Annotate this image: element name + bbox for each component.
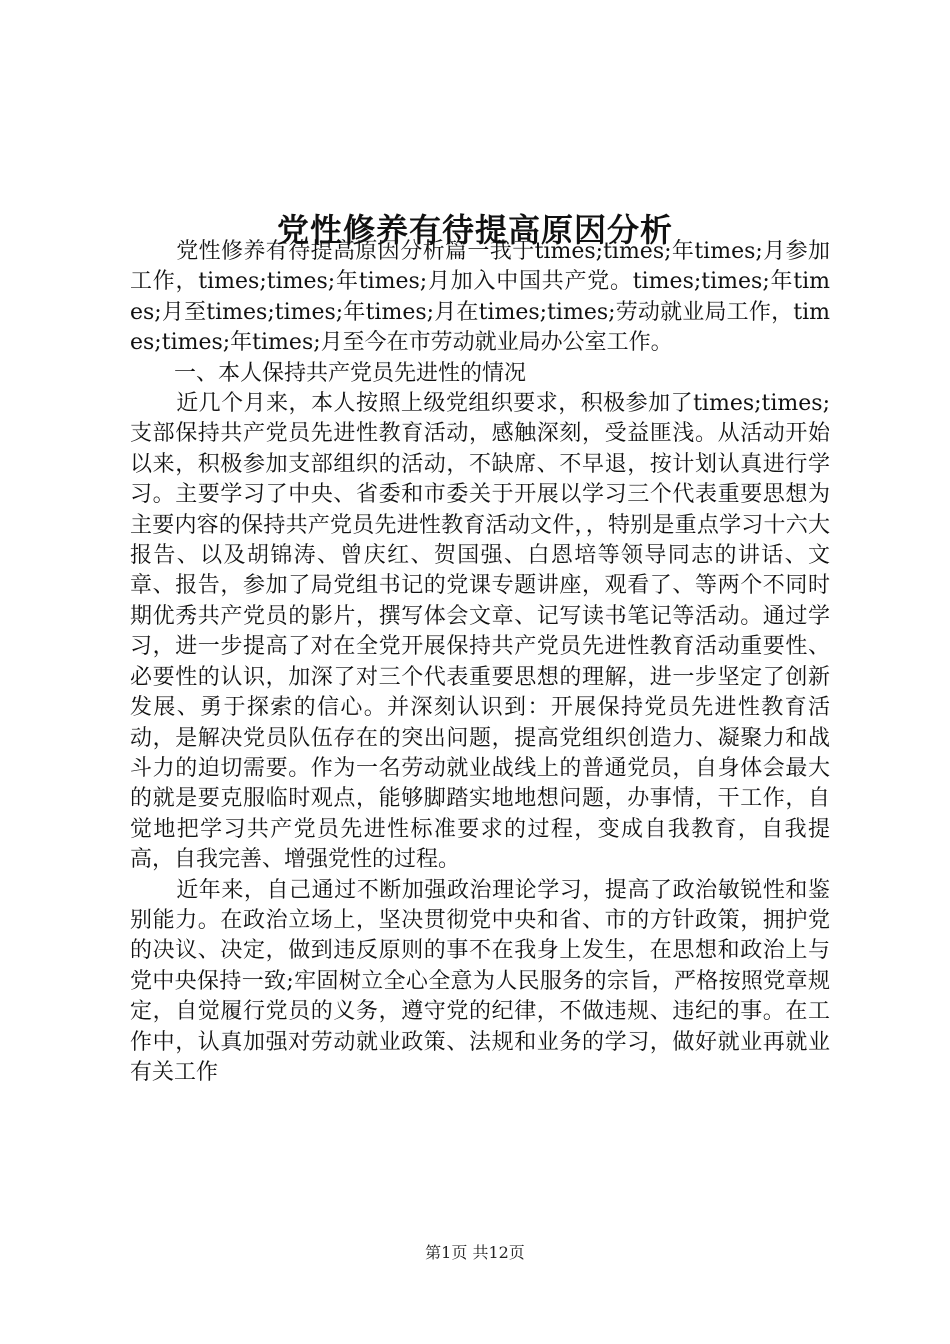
- section-heading: 一、本人保持共产党员先进性的情况: [174, 360, 527, 386]
- intro-paragraph: 党性修养有待提高原因分析篇一我于times;times;年times;月参加工作，times;times;年times;月加入中国共产党。times;times;年times;月至times;times;年times;月在times;times;劳动就业局工作，times;times;年times;月至今在市劳动就业局办公室工作。: [130, 239, 830, 356]
- document-title: 党性修养有待提高原因分析: [276, 211, 673, 250]
- body-paragraph: 近几个月来，本人按照上级党组织要求，积极参加了times;times;支部保持共产党员先进性教育活动，感触深刻，受益匪浅。从活动开始以来，积极参加支部组织的活动，不缺席、不早退，按计划认真进行学习。主要学习了中央、省委和市委关于开展以学习三个代表重要思想为主要内容的保持共产党员先进性教育活动文件，，特别是重点学习十六大报告、以及胡锦涛、曾庆红、贺国强、白恩培等领导同志的讲话、文章、报告，参加了局党组书记的党课专题讲座，观看了、等两个不同时期优秀共产党员的影片，撰写体会文章、记写读书笔记等活动。通过学习，进一步提高了对在全党开展保持共产党员先进性教育活动重要性、必要性的认识，加深了对三个代表重要思想的理解，进一步坚定了创新发展、勇于探索的信心。并深刻认识到：开展保持党员先进性教育活动，是解决党员队伍存在的突出问题，提高党组织创造力、凝聚力和战斗力的迫切需要。作为一名劳动就业战线上的普通党员，自身体会最大的就是要克服临时观点，能够脚踏实地地想问题，办事情，干工作，自觉地把学习共产党员先进性标准要求的过程，变成自我教育，自我提高，自我完善、增强党性的过程。: [130, 391, 830, 873]
- document-body: [130, 237, 830, 1088]
- page-number-footer: 第1页 共12页: [425, 1243, 525, 1262]
- body-paragraph: 近年来，自己通过不断加强政治理论学习，提高了政治敏锐性和鉴别能力。在政治立场上，坚决贯彻党中央和省、市的方针政策，拥护党的决议、决定，做到违反原则的事不在我身上发生，在思想和政治上与党中央保持一致;牢固树立全心全意为人民服务的宗旨，严格按照党章规定，自觉履行党员的义务，遵守党的纪律，不做违规、违纪的事。在工作中，认真加强对劳动就业政策、法规和业务的学习，做好就业再就业有关工作: [130, 877, 830, 1085]
